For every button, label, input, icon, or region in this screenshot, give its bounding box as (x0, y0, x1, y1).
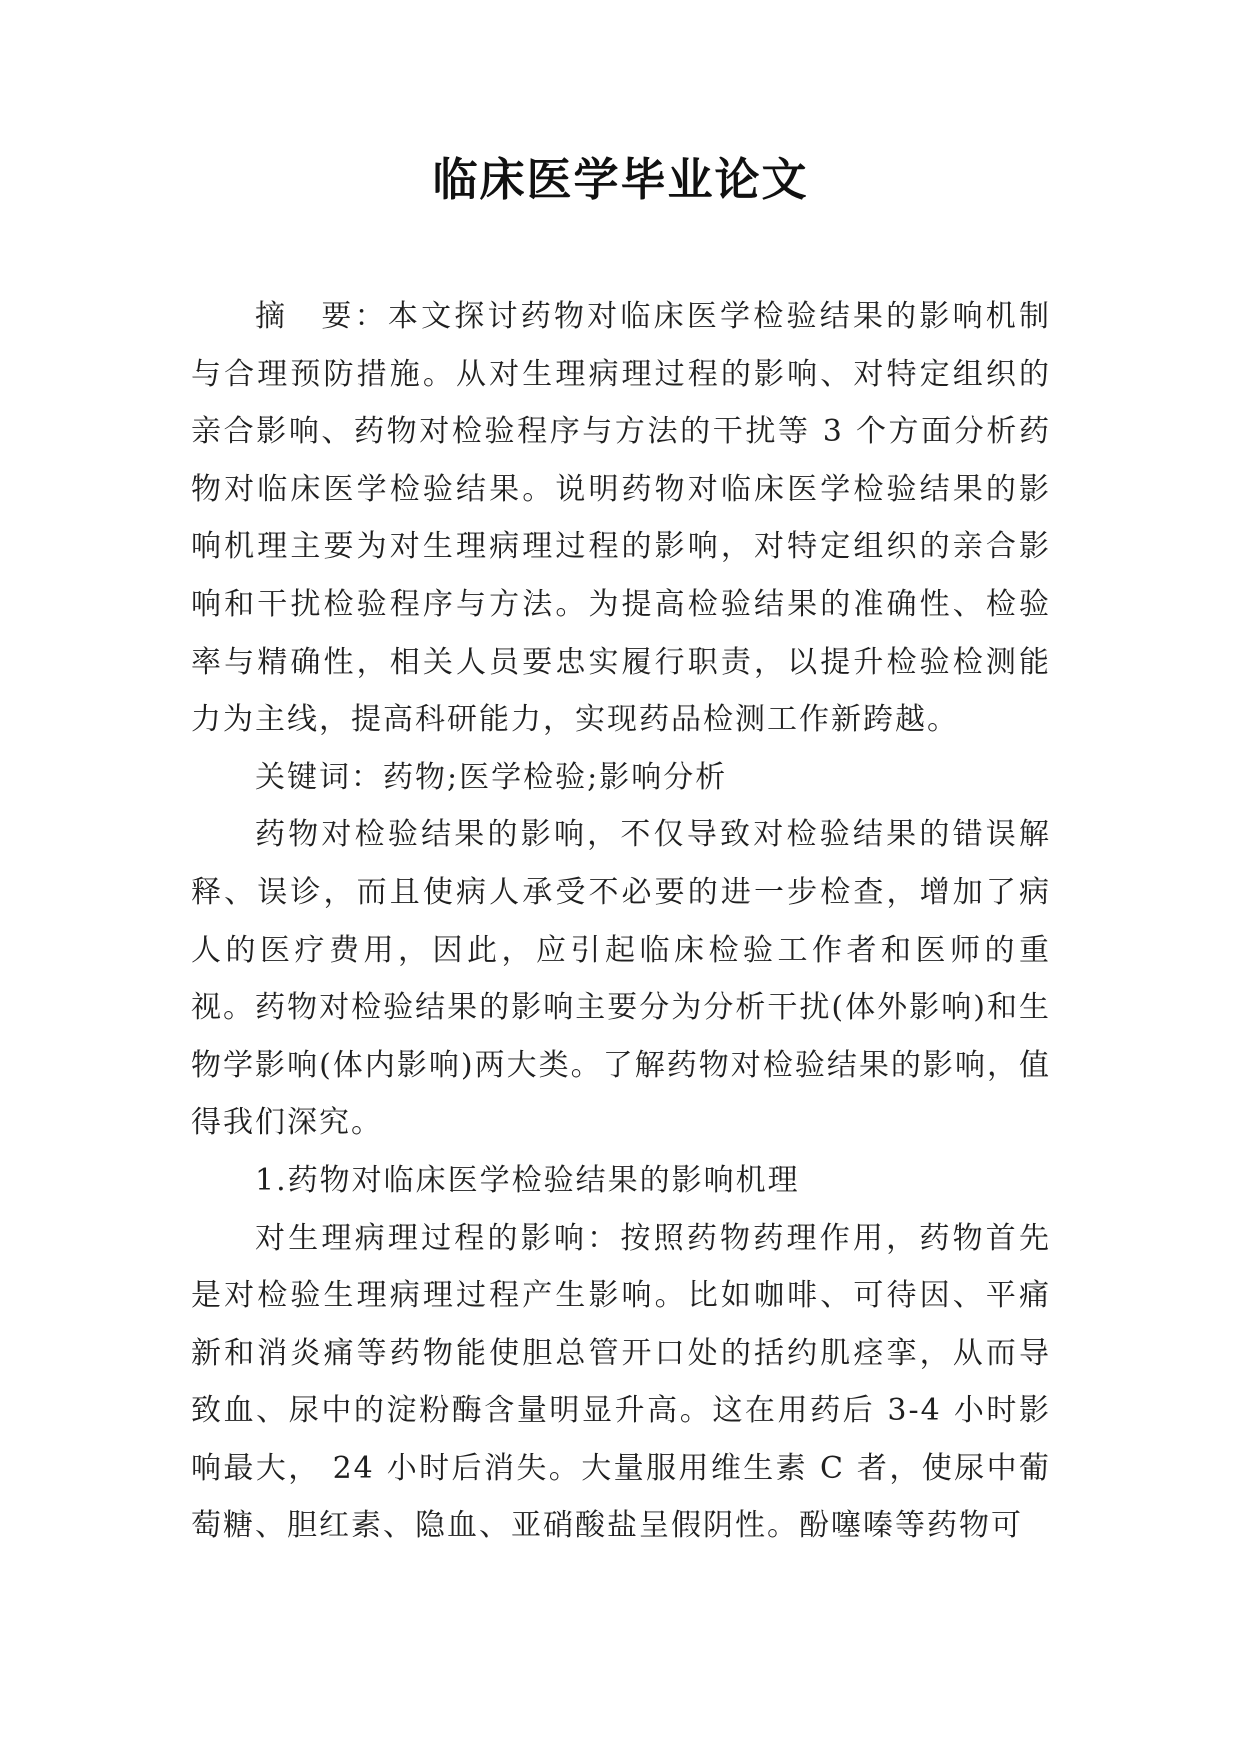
keywords-paragraph: 关键词：药物;医学检验;影响分析 (255, 759, 728, 795)
body-paragraph: 对生理病理过程的影响：按照药物药理作用，药物首先是对检验生理病理过程产生影响。比如咖啡、可待因、平痛新和消炎痛等药物能使胆总管开口处的括约肌痉挛，从而导致血、尿中的淀粉酶含量明显升高。这在用药后 3-4 小时影响最大， 24 小时后消失。大量服用维生素 C 者，使尿中葡萄糖、胆红素、隐血、亚硝酸盐呈假阴性。酚噻嗪等药物可 (191, 1220, 1051, 1544)
document-body (191, 288, 1051, 1555)
abstract-paragraph: 摘 要：本文探讨药物对临床医学检验结果的影响机制与合理预防措施。从对生理病理过程的影响、对特定组织的亲合影响、药物对检验程序与方法的干扰等 3 个方面分析药物对临床医学检验结果。说明药物对临床医学检验结果的影响机理主要为对生理病理过程的影响，对特定组织的亲合影响和干扰检验程序与方法。为提高检验结果的准确性、检验率与精确性，相关人员要忠实履行职责，以提升检验检测能力为主线，提高科研能力，实现药品检测工作新跨越。 (191, 299, 1051, 738)
intro-paragraph: 药物对检验结果的影响，不仅导致对检验结果的错误解释、误诊，而且使病人承受不必要的进一步检查，增加了病人的医疗费用，因此，应引起临床检验工作者和医师的重视。药物对检验结果的影响主要分为分析干扰(体外影响)和生物学影响(体内影响)两大类。了解药物对检验结果的影响，值得我们深究。 (191, 817, 1051, 1141)
document-title: 临床医学毕业论文 (432, 153, 809, 206)
section-heading: 1.药物对临床医学检验结果的影响机理 (255, 1162, 800, 1198)
